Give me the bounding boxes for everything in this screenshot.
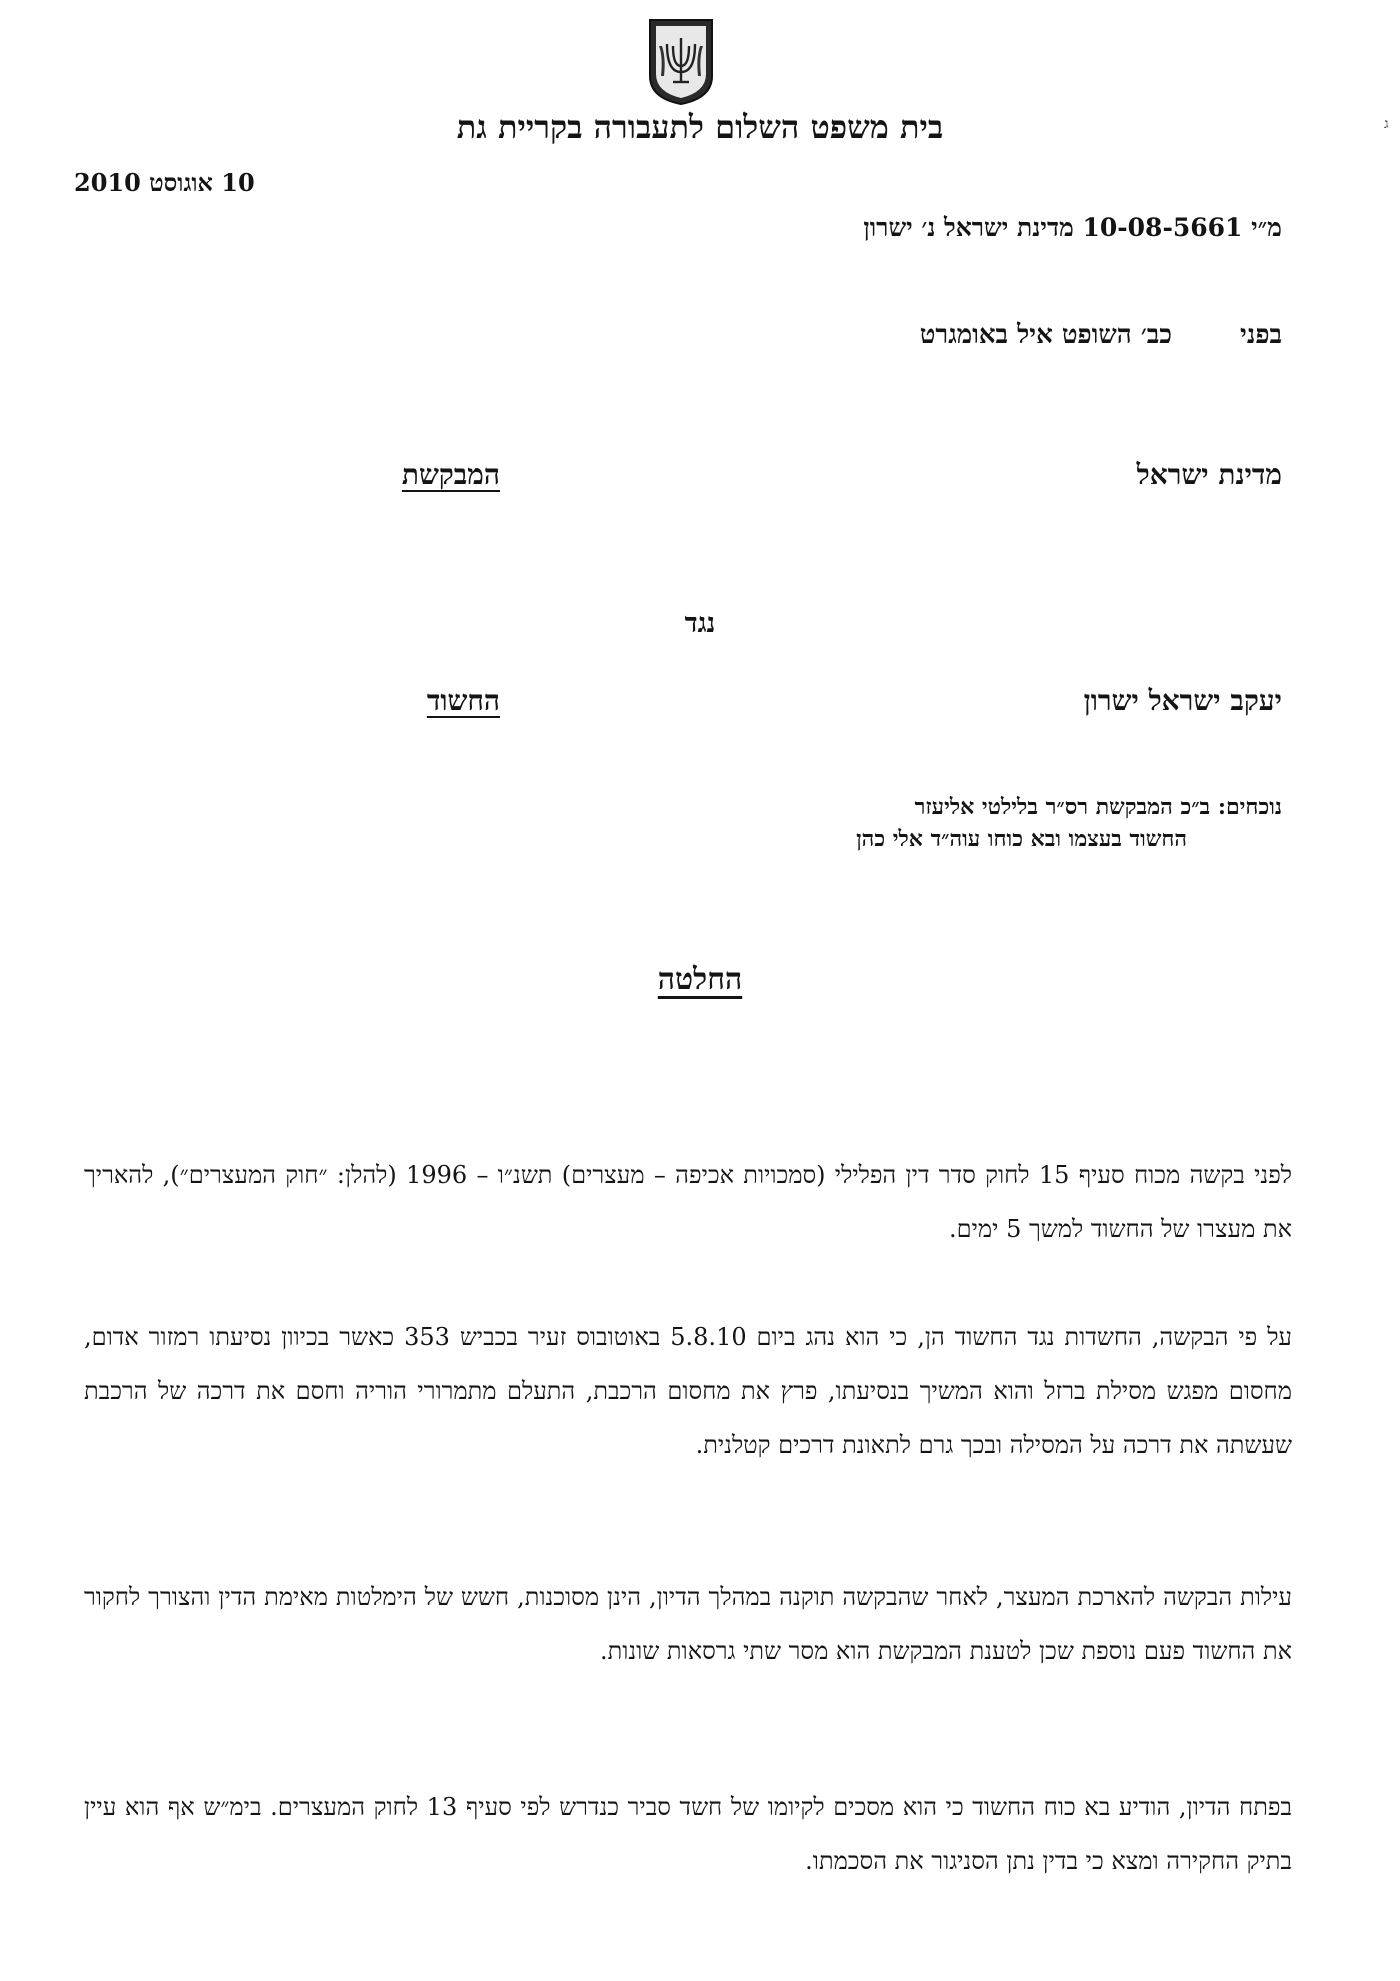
before-label: בפני <box>1240 320 1282 350</box>
suspect-name: יעקב ישראל ישרון <box>1083 684 1282 717</box>
case-number-line: מ״י 10-08-5661 מדינת ישראל נ׳ ישרון <box>863 213 1282 242</box>
present-line-1: נוכחים: ב״כ המבקשת רס״ר בלילטי אליעזר <box>914 794 1282 820</box>
decision-paragraph: בפתח הדיון, הודיע בא כוח החשוד כי הוא מסכים לקיומו של חשד סביר כנדרש לפי סעיף 13 לחוק המעצרים. בימ״ש אף הוא עיין בתיק החקירה ומצא כי בדין נתן הסניגור את הסכמתו. <box>84 1793 1293 1875</box>
present-line-2: החשוד בעצמו ובא כוחו עוה״ד אלי כהן <box>856 826 1187 852</box>
applicant-role: המבקשת <box>401 458 500 491</box>
decision-paragraph: על פי הבקשה, החשדות נגד החשוד הן, כי הוא נהג ביום 5.8.10 באוטובוס זעיר בכביש 353 כאשר בכיוון נסיעתו רמזור אדום, מחסום מפגש מסילת ברזל והוא המשיך בנסיעתו, פרץ את מחסום הרכבת, התעלם מתמרורי הוריה וחסם את דרכה של הרכבת שעשתה את דרכה על המסילה ובכך גרם לתאונת דרכים קטלנית. <box>84 1323 1293 1459</box>
decision-paragraph: עילות הבקשה להארכת המעצר, לאחר שהבקשה תוקנה במהלך הדיון, הינן מסוכנות, חשש של הימלטות מאימת הדין והצורך לחקור את החשוד פעם נוספת שכן לטענת המבקשת הוא מסר שתי גרסאות שונות. <box>84 1583 1292 1665</box>
judge-name: כב׳ השופט איל באומגרט <box>919 320 1172 350</box>
court-title: בית משפט השלום לתעבורה בקריית גת <box>456 108 944 146</box>
applicant-name: מדינת ישראל <box>1136 458 1282 491</box>
decision-paragraph: לפני בקשה מכוח סעיף 15 לחוק סדר דין הפלילי (סמכויות אכיפה – מעצרים) תשנ״ו – 1996 (להלן: ״חוק המעצרים״), להאריך את מעצרו של החשוד למשך 5 ימים. <box>84 1161 1292 1243</box>
versus-label: נגד <box>684 608 716 639</box>
decision-heading: החלטה <box>657 962 743 997</box>
state-emblem-icon <box>646 16 716 106</box>
margin-mark: ג <box>1384 116 1389 132</box>
suspect-role: החשוד <box>426 684 500 717</box>
document-date: 10 אוגוסט 2010 <box>74 168 255 197</box>
